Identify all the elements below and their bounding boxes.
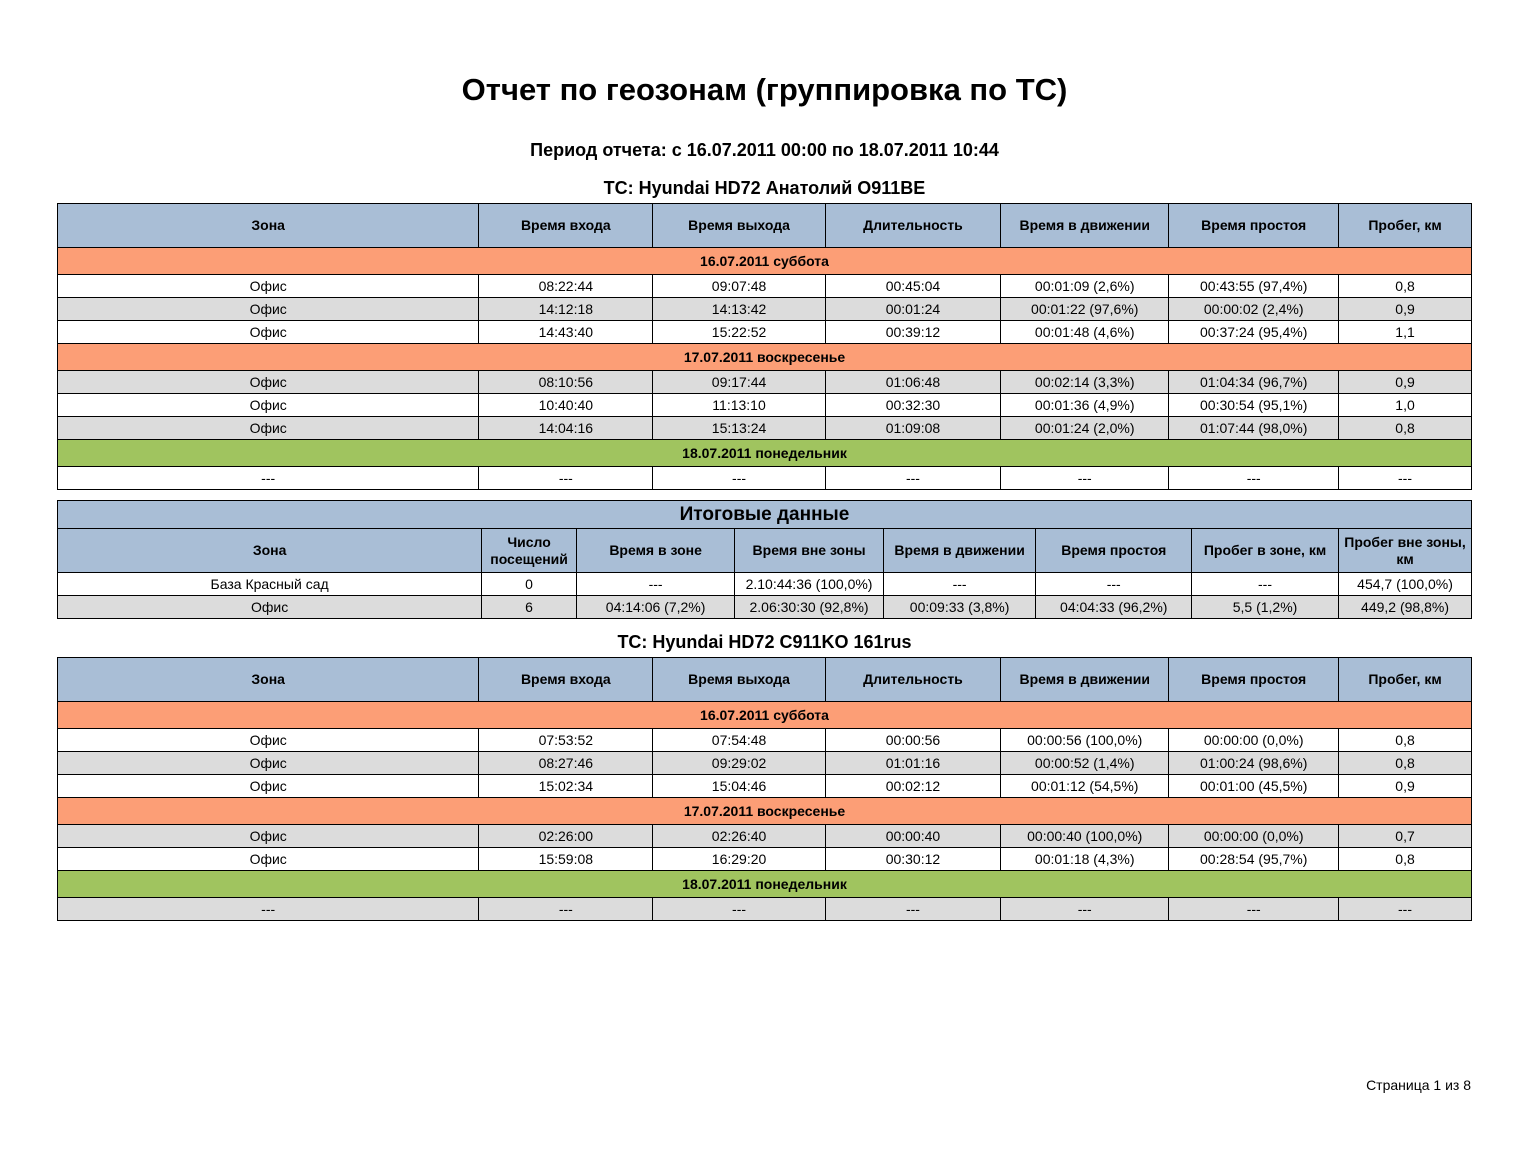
data-row xyxy=(58,394,1472,417)
data-cell: 6 xyxy=(482,596,577,619)
date-band: 17.07.2011 воскресенье xyxy=(58,798,1472,825)
column-header: Время входа xyxy=(479,658,653,702)
data-cell: 2.06:30:30 (92,8%) xyxy=(735,596,883,619)
data-cell: 00:43:55 (97,4%) xyxy=(1169,275,1339,298)
data-cell: 00:01:24 (2,0%) xyxy=(1001,417,1169,440)
data-cell: Офис xyxy=(58,417,479,440)
vehicle-title-1: ТС: Hyundai HD72 Анатолий О911ВЕ xyxy=(603,178,926,198)
data-cell: 15:04:46 xyxy=(653,775,826,798)
summary-data-row xyxy=(58,596,1472,619)
data-cell: 00:01:09 (2,6%) xyxy=(1001,275,1169,298)
data-cell: --- xyxy=(825,467,1000,490)
header-row xyxy=(58,529,1472,573)
vehicle-detail-table-2 xyxy=(57,657,1472,921)
data-cell: 0,9 xyxy=(1339,775,1472,798)
column-header: Пробег, км xyxy=(1339,658,1472,702)
data-cell: 16:29:20 xyxy=(653,848,826,871)
data-cell: 08:10:56 xyxy=(479,371,653,394)
data-cell: 01:00:24 (98,6%) xyxy=(1169,752,1339,775)
data-cell: 00:01:00 (45,5%) xyxy=(1169,775,1339,798)
header-row xyxy=(58,204,1472,248)
data-cell: 00:01:48 (4,6%) xyxy=(1001,321,1169,344)
column-header: Время вне зоны xyxy=(735,529,883,573)
data-cell: 00:01:24 xyxy=(825,298,1000,321)
data-cell: --- xyxy=(58,467,479,490)
data-cell: 5,5 (1,2%) xyxy=(1192,596,1339,619)
column-header: Время выхода xyxy=(653,204,826,248)
column-header: Пробег вне зоны, км xyxy=(1339,529,1472,573)
data-row xyxy=(58,752,1472,775)
data-cell: 2.10:44:36 (100,0%) xyxy=(735,573,883,596)
data-row xyxy=(58,321,1472,344)
column-header: Время простоя xyxy=(1169,204,1339,248)
date-band-row xyxy=(58,344,1472,371)
data-cell: 00:00:40 (100,0%) xyxy=(1001,825,1169,848)
data-cell: --- xyxy=(479,898,653,921)
data-cell: Офис xyxy=(58,596,482,619)
data-cell: --- xyxy=(1036,573,1192,596)
data-cell: 00:45:04 xyxy=(825,275,1000,298)
column-header: Длительность xyxy=(825,204,1000,248)
data-cell: 02:26:00 xyxy=(479,825,653,848)
data-cell: 00:02:14 (3,3%) xyxy=(1001,371,1169,394)
data-cell: 00:00:40 xyxy=(825,825,1000,848)
data-row xyxy=(58,775,1472,798)
data-cell: 00:00:02 (2,4%) xyxy=(1169,298,1339,321)
data-cell: 07:54:48 xyxy=(653,729,826,752)
data-cell: --- xyxy=(58,898,479,921)
data-cell: 15:22:52 xyxy=(653,321,826,344)
data-cell: 00:01:22 (97,6%) xyxy=(1001,298,1169,321)
data-cell: 1,0 xyxy=(1339,394,1472,417)
data-cell: 01:09:08 xyxy=(825,417,1000,440)
report-title: Отчет по геозонам (группировка по ТС) xyxy=(461,72,1068,107)
data-cell: --- xyxy=(1001,898,1169,921)
data-cell: 01:07:44 (98,0%) xyxy=(1169,417,1339,440)
data-cell: Офис xyxy=(58,848,479,871)
report-content xyxy=(57,72,1472,921)
data-cell: 09:29:02 xyxy=(653,752,826,775)
data-cell: --- xyxy=(653,467,826,490)
date-band-row xyxy=(58,871,1472,898)
data-row xyxy=(58,848,1472,871)
data-cell: 04:04:33 (96,2%) xyxy=(1036,596,1192,619)
data-cell: 09:07:48 xyxy=(653,275,826,298)
data-cell: 00:00:00 (0,0%) xyxy=(1169,825,1339,848)
data-cell: 0,7 xyxy=(1339,825,1472,848)
date-band: 17.07.2011 воскресенье xyxy=(58,344,1472,371)
column-header: Пробег, км xyxy=(1339,204,1472,248)
data-cell: 00:30:12 xyxy=(825,848,1000,871)
column-header: Зона xyxy=(58,529,482,573)
data-row xyxy=(58,825,1472,848)
page-number: Страница 1 из 8 xyxy=(1366,1077,1471,1093)
report-page xyxy=(0,72,1529,1151)
column-header: Число посещений xyxy=(482,529,577,573)
data-cell: --- xyxy=(1169,467,1339,490)
data-cell: 00:00:00 (0,0%) xyxy=(1169,729,1339,752)
data-row xyxy=(58,417,1472,440)
data-cell: 08:27:46 xyxy=(479,752,653,775)
data-cell: База Красный сад xyxy=(58,573,482,596)
data-cell: --- xyxy=(653,898,826,921)
data-cell: 15:59:08 xyxy=(479,848,653,871)
data-cell: 01:06:48 xyxy=(825,371,1000,394)
data-cell: 0,8 xyxy=(1339,752,1472,775)
column-header: Время в движении xyxy=(1001,204,1169,248)
column-header: Время в зоне xyxy=(576,529,734,573)
data-cell: 15:13:24 xyxy=(653,417,826,440)
data-cell: --- xyxy=(1339,898,1472,921)
column-header: Время простоя xyxy=(1036,529,1192,573)
date-band: 16.07.2011 суббота xyxy=(58,248,1472,275)
data-row xyxy=(58,898,1472,921)
data-cell: Офис xyxy=(58,371,479,394)
data-cell: 0,8 xyxy=(1339,848,1472,871)
column-header: Время простоя xyxy=(1169,658,1339,702)
data-row xyxy=(58,275,1472,298)
column-header: Время выхода xyxy=(653,658,826,702)
data-cell: Офис xyxy=(58,394,479,417)
data-cell: Офис xyxy=(58,298,479,321)
vehicle-title-2: ТС: Hyundai HD72 C911KO 161rus xyxy=(617,632,912,652)
data-cell: Офис xyxy=(58,275,479,298)
data-cell: 0 xyxy=(482,573,577,596)
data-cell: Офис xyxy=(58,775,479,798)
date-band: 18.07.2011 понедельник xyxy=(58,440,1472,467)
data-cell: 00:39:12 xyxy=(825,321,1000,344)
data-cell: 1,1 xyxy=(1339,321,1472,344)
data-row xyxy=(58,371,1472,394)
data-cell: --- xyxy=(1169,898,1339,921)
data-cell: 08:22:44 xyxy=(479,275,653,298)
vehicle-detail-table-1 xyxy=(57,203,1472,490)
header-row xyxy=(58,658,1472,702)
summary-title-row xyxy=(58,501,1472,529)
column-header: Время в движении xyxy=(1001,658,1169,702)
data-cell: Офис xyxy=(58,825,479,848)
data-cell: 14:43:40 xyxy=(479,321,653,344)
data-cell: 11:13:10 xyxy=(653,394,826,417)
data-cell: 14:12:18 xyxy=(479,298,653,321)
data-cell: 04:14:06 (7,2%) xyxy=(576,596,734,619)
data-cell: --- xyxy=(1192,573,1339,596)
data-cell: 00:00:52 (1,4%) xyxy=(1001,752,1169,775)
data-cell: --- xyxy=(883,573,1036,596)
data-cell: 0,9 xyxy=(1339,371,1472,394)
date-band: 16.07.2011 суббота xyxy=(58,702,1472,729)
data-row xyxy=(58,467,1472,490)
data-cell: 10:40:40 xyxy=(479,394,653,417)
data-cell: 14:13:42 xyxy=(653,298,826,321)
summary-data-row xyxy=(58,573,1472,596)
date-band: 18.07.2011 понедельник xyxy=(58,871,1472,898)
data-cell: 0,8 xyxy=(1339,275,1472,298)
data-cell: --- xyxy=(1339,467,1472,490)
data-cell: 00:01:18 (4,3%) xyxy=(1001,848,1169,871)
data-cell: 00:37:24 (95,4%) xyxy=(1169,321,1339,344)
column-header: Пробег в зоне, км xyxy=(1192,529,1339,573)
data-cell: 00:01:36 (4,9%) xyxy=(1001,394,1169,417)
date-band-row xyxy=(58,248,1472,275)
column-header: Зона xyxy=(58,658,479,702)
data-cell: 0,8 xyxy=(1339,417,1472,440)
data-cell: 00:00:56 xyxy=(825,729,1000,752)
data-cell: 09:17:44 xyxy=(653,371,826,394)
data-cell: 02:26:40 xyxy=(653,825,826,848)
data-cell: --- xyxy=(1001,467,1169,490)
data-cell: 00:02:12 xyxy=(825,775,1000,798)
column-header: Зона xyxy=(58,204,479,248)
data-cell: Офис xyxy=(58,321,479,344)
data-cell: 449,2 (98,8%) xyxy=(1339,596,1472,619)
data-cell: 00:32:30 xyxy=(825,394,1000,417)
data-cell: 00:30:54 (95,1%) xyxy=(1169,394,1339,417)
date-band-row xyxy=(58,798,1472,825)
data-cell: 454,7 (100,0%) xyxy=(1339,573,1472,596)
date-band-row xyxy=(58,440,1472,467)
report-period: Период отчета: с 16.07.2011 00:00 по 18.07.2011 10:44 xyxy=(530,140,999,160)
summary-table xyxy=(57,500,1472,619)
column-header: Время входа xyxy=(479,204,653,248)
data-cell: --- xyxy=(576,573,734,596)
data-row xyxy=(58,729,1472,752)
data-cell: --- xyxy=(825,898,1000,921)
data-cell: 0,9 xyxy=(1339,298,1472,321)
data-cell: 07:53:52 xyxy=(479,729,653,752)
data-cell: 01:04:34 (96,7%) xyxy=(1169,371,1339,394)
column-header: Время в движении xyxy=(883,529,1036,573)
data-cell: 0,8 xyxy=(1339,729,1472,752)
data-cell: 00:28:54 (95,7%) xyxy=(1169,848,1339,871)
data-cell: Офис xyxy=(58,752,479,775)
data-cell: 00:00:56 (100,0%) xyxy=(1001,729,1169,752)
data-cell: --- xyxy=(479,467,653,490)
column-header: Длительность xyxy=(825,658,1000,702)
data-cell: Офис xyxy=(58,729,479,752)
data-cell: 00:09:33 (3,8%) xyxy=(883,596,1036,619)
data-row xyxy=(58,298,1472,321)
data-cell: 14:04:16 xyxy=(479,417,653,440)
data-cell: 01:01:16 xyxy=(825,752,1000,775)
data-cell: 00:01:12 (54,5%) xyxy=(1001,775,1169,798)
summary-title: Итоговые данные xyxy=(58,501,1472,529)
date-band-row xyxy=(58,702,1472,729)
data-cell: 15:02:34 xyxy=(479,775,653,798)
